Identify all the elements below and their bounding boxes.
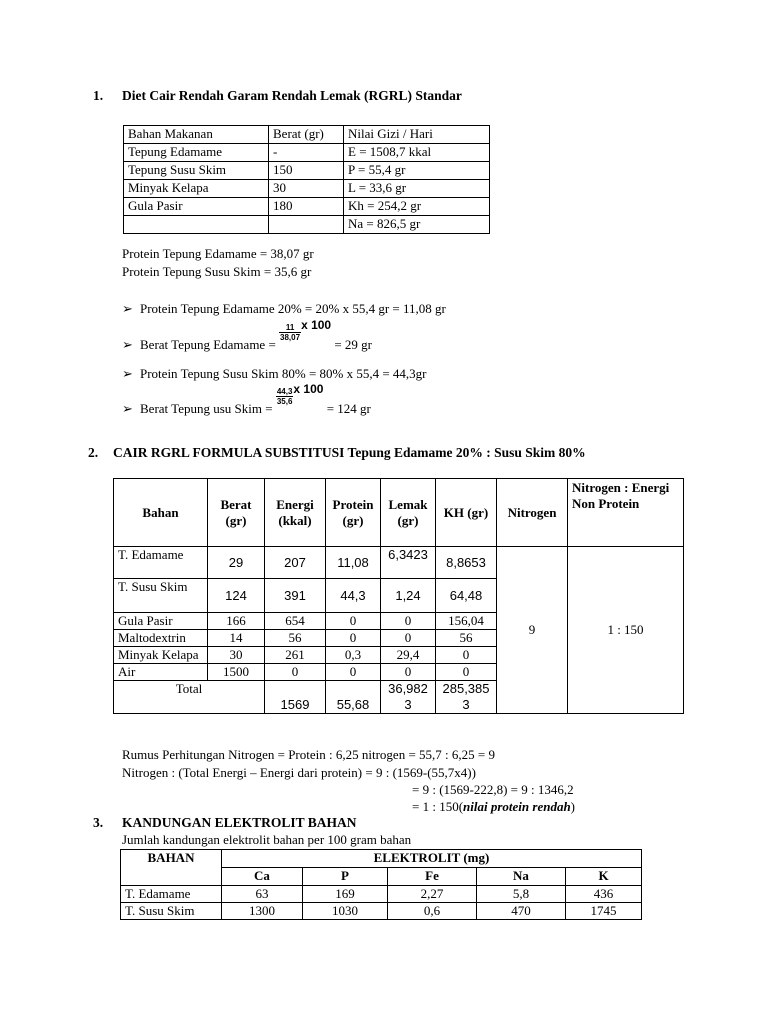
table-cell: Tepung Edamame (124, 144, 269, 162)
bullet-1-text: Protein Tepung Edamame 20% = 20% x 55,4 gr = 11,08 gr (140, 301, 446, 316)
header-k: K (566, 868, 642, 886)
cell-kh: 0 (436, 647, 497, 664)
table-header-row (121, 850, 642, 868)
header-p: P (303, 868, 388, 886)
bullet-4-suffix: = 124 gr (323, 401, 371, 416)
cell-berat: 166 (208, 613, 265, 630)
table-cell (269, 216, 344, 234)
cell-total-lemak: 36,9823 (381, 681, 436, 714)
cell-bahan: T. Susu Skim (114, 579, 208, 613)
cell-ca: 63 (222, 886, 303, 903)
table-cell: - (269, 144, 344, 162)
cell-kh: 156,04 (436, 613, 497, 630)
cell-energi: 0 (265, 664, 326, 681)
fraction-denominator: 35,6 (276, 396, 293, 406)
table-cell: Kh = 254,2 gr (344, 198, 490, 216)
cell-energi: 391 (265, 579, 326, 613)
header-protein: Protein (gr) (326, 479, 381, 547)
section2-table (113, 478, 684, 714)
cell-bahan: Maltodextrin (114, 630, 208, 647)
bullet-3 (122, 366, 427, 382)
table-row (124, 162, 490, 180)
section1-table (123, 125, 490, 234)
header-ca: Ca (222, 868, 303, 886)
section1-title: Diet Cair Rendah Garam Rendah Lemak (RGRL) Standar (122, 88, 462, 103)
formula-line-3: = 9 : (1569-222,8) = 9 : 1346,2 (412, 782, 574, 797)
cell-lemak: 0 (381, 664, 436, 681)
cell-energi: 56 (265, 630, 326, 647)
arrow-bullet-icon: ➢ (122, 366, 133, 381)
arrow-bullet-icon: ➢ (122, 337, 133, 352)
cell-protein: 0 (326, 664, 381, 681)
cell-na: 470 (477, 903, 566, 920)
cell-total-protein: 55,68 (326, 681, 381, 714)
fraction-edamame (279, 323, 301, 342)
cell-bahan: Gula Pasir (114, 613, 208, 630)
header-elektrolit: ELEKTROLIT (mg) (222, 850, 642, 868)
header-bahan: Bahan (114, 479, 208, 547)
cell-kh: 56 (436, 630, 497, 647)
table-cell (124, 216, 269, 234)
arrow-bullet-icon: ➢ (122, 301, 133, 316)
table-cell: Tepung Susu Skim (124, 162, 269, 180)
cell-protein: 44,3 (326, 579, 381, 613)
section3-title: KANDUNGAN ELEKTROLIT BAHAN (122, 815, 357, 830)
table-cell: Bahan Makanan (124, 126, 269, 144)
cell-kh: 64,48 (436, 579, 497, 613)
formula-line-1: Rumus Perhitungan Nitrogen = Protein : 6,25 nitrogen = 55,7 : 6,25 = 9 (122, 747, 495, 762)
table-cell: Na = 826,5 gr (344, 216, 490, 234)
table-cell: Gula Pasir (124, 198, 269, 216)
bullet-2 (122, 318, 372, 352)
cell-total-energi: 1569 (265, 681, 326, 714)
header-fe: Fe (388, 868, 477, 886)
table-row (121, 903, 642, 920)
cell-protein: 0 (326, 613, 381, 630)
table-row (121, 886, 642, 903)
multiplier: x 100 (293, 382, 324, 396)
section2-number: 2. (88, 445, 99, 460)
cell-p: 1030 (303, 903, 388, 920)
cell-berat: 14 (208, 630, 265, 647)
table-cell: P = 55,4 gr (344, 162, 490, 180)
cell-berat: 1500 (208, 664, 265, 681)
cell-total-label: Total (114, 681, 265, 714)
cell-bahan: Air (114, 664, 208, 681)
cell-protein: 0,3 (326, 647, 381, 664)
cell-lemak: 0 (381, 630, 436, 647)
cell-na: 5,8 (477, 886, 566, 903)
table-cell: 180 (269, 198, 344, 216)
cell-kh: 0 (436, 664, 497, 681)
table-cell: L = 33,6 gr (344, 180, 490, 198)
multiplier: x 100 (301, 318, 332, 332)
header-kh: KH (gr) (436, 479, 497, 547)
fraction-numerator: 11 (279, 323, 301, 333)
cell-lemak: 0 (381, 613, 436, 630)
table-row (124, 126, 490, 144)
formula-line-4 (412, 799, 575, 815)
cell-berat: 30 (208, 647, 265, 664)
table-row (114, 547, 684, 579)
formula-line-4-prefix: = 1 : 150( (412, 799, 464, 814)
arrow-bullet-icon: ➢ (122, 401, 133, 416)
protein-skim-text: Protein Tepung Susu Skim = 35,6 gr (122, 264, 312, 279)
cell-bahan: T. Susu Skim (121, 903, 222, 920)
header-nitrogen-energi: Nitrogen : Energi Non Protein (568, 479, 684, 547)
cell-lemak: 6,3423 (381, 547, 436, 579)
formula-line-4-emphasis: nilai protein rendah (463, 799, 571, 814)
table-cell: 150 (269, 162, 344, 180)
cell-fe: 2,27 (388, 886, 477, 903)
table-cell: Nilai Gizi / Hari (344, 126, 490, 144)
cell-fe: 0,6 (388, 903, 477, 920)
table-row (124, 180, 490, 198)
cell-kh: 8,8653 (436, 547, 497, 579)
bullet-2-suffix: = 29 gr (331, 337, 373, 352)
cell-k: 1745 (566, 903, 642, 920)
cell-k: 436 (566, 886, 642, 903)
cell-bahan: T. Edamame (121, 886, 222, 903)
cell-ratio-value: 1 : 150 (568, 547, 684, 714)
cell-energi: 207 (265, 547, 326, 579)
bullet-3-text: Protein Tepung Susu Skim 80% = 80% x 55,4 = 44,3gr (140, 366, 427, 381)
bullet-4-prefix: Berat Tepung usu Skim = (140, 401, 276, 416)
cell-berat: 124 (208, 579, 265, 613)
table-cell: Minyak Kelapa (124, 180, 269, 198)
table-cell: 30 (269, 180, 344, 198)
fraction-numerator: 44,3 (276, 386, 293, 396)
formula-line-4-suffix: ) (570, 799, 576, 814)
bullet-1 (122, 301, 446, 317)
section2-title: CAIR RGRL FORMULA SUBSTITUSI Tepung Edamame 20% : Susu Skim 80% (113, 445, 586, 460)
table-header-row (114, 479, 684, 547)
cell-energi: 654 (265, 613, 326, 630)
cell-protein: 0 (326, 630, 381, 647)
cell-energi: 261 (265, 647, 326, 664)
section3-table (120, 849, 642, 920)
cell-lemak: 29,4 (381, 647, 436, 664)
header-na: Na (477, 868, 566, 886)
header-berat: Berat (gr) (208, 479, 265, 547)
section1-number: 1. (93, 88, 104, 103)
cell-nitrogen-value: 9 (497, 547, 568, 714)
protein-edamame-text: Protein Tepung Edamame = 38,07 gr (122, 246, 314, 261)
formula-line-2: Nitrogen : (Total Energi – Energi dari protein) = 9 : (1569-(55,7x4)) (122, 765, 476, 780)
cell-protein: 11,08 (326, 547, 381, 579)
fraction-skim (276, 387, 294, 406)
cell-bahan: T. Edamame (114, 547, 208, 579)
table-row (124, 144, 490, 162)
cell-p: 169 (303, 886, 388, 903)
cell-berat: 29 (208, 547, 265, 579)
bullet-4 (122, 382, 371, 416)
header-energi: Energi (kkal) (265, 479, 326, 547)
header-lemak: Lemak (gr) (381, 479, 436, 547)
header-bahan: BAHAN (121, 850, 222, 886)
cell-lemak: 1,24 (381, 579, 436, 613)
section3-number: 3. (93, 815, 104, 830)
table-row (124, 198, 490, 216)
table-row (124, 216, 490, 234)
table-cell: E = 1508,7 kkal (344, 144, 490, 162)
bullet-2-prefix: Berat Tepung Edamame = (140, 337, 280, 352)
section3-subtitle: Jumlah kandungan elektrolit bahan per 100 gram bahan (122, 832, 412, 847)
header-nitrogen: Nitrogen (497, 479, 568, 547)
table-cell: Berat (gr) (269, 126, 344, 144)
cell-total-kh: 285,3853 (436, 681, 497, 714)
cell-bahan: Minyak Kelapa (114, 647, 208, 664)
cell-ca: 1300 (222, 903, 303, 920)
fraction-denominator: 38,07 (280, 332, 301, 342)
